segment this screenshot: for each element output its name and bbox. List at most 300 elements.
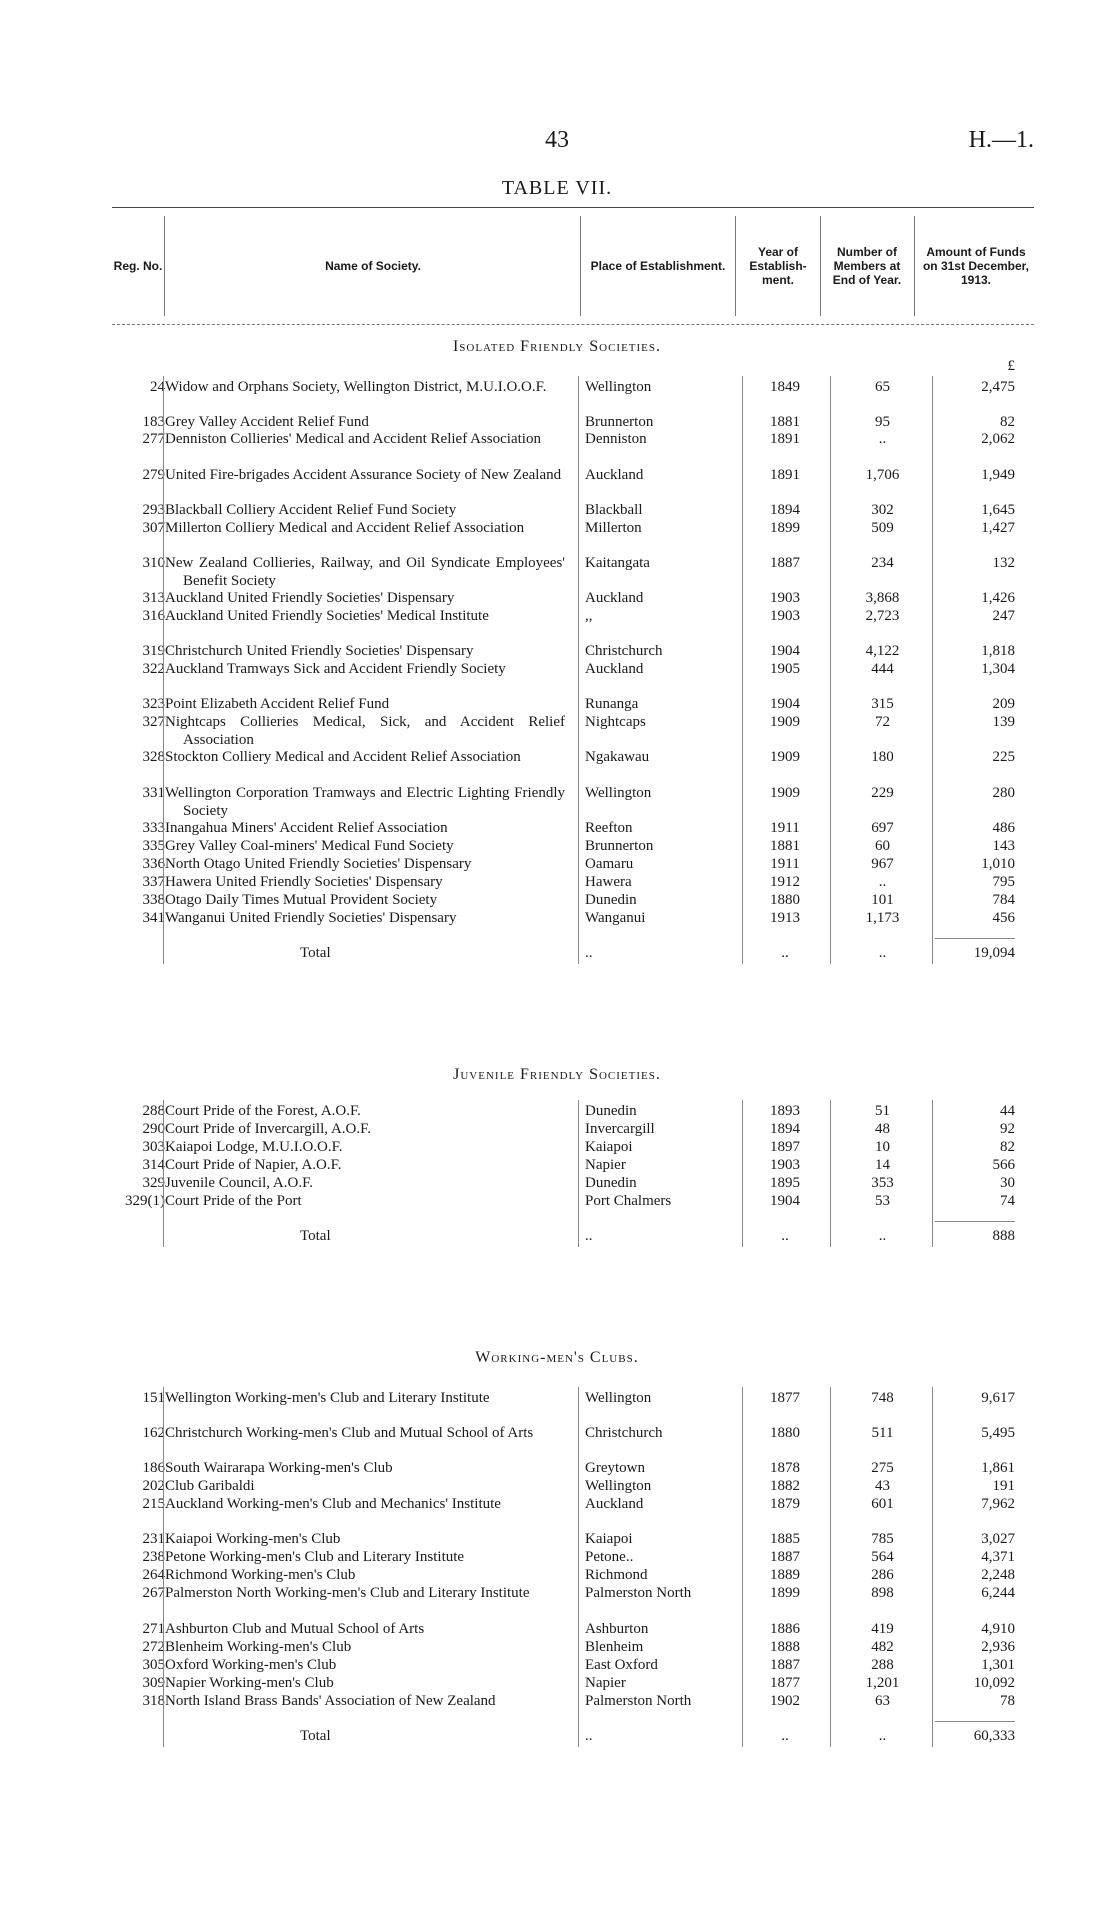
society-name — [165, 1584, 565, 1602]
member-count: 302 — [871, 502, 894, 518]
funds-amount: 2,936 — [981, 1639, 1015, 1655]
reg-number: 314 — [142, 1157, 165, 1173]
year-established: 1904 — [770, 643, 800, 659]
section-title: Juvenile Friendly Societies. — [453, 1066, 661, 1083]
reg-number: 215 — [142, 1496, 165, 1512]
society-name-text: Stockton Colliery Medical and Accident Relief Association — [165, 749, 521, 765]
society-name — [165, 819, 565, 837]
funds-amount: 139 — [992, 714, 1015, 730]
place-of-establishment: Kaitangata — [585, 555, 650, 571]
funds-amount: 209 — [992, 696, 1015, 712]
year-established: 1909 — [770, 714, 800, 730]
place-of-establishment: Blackball — [585, 502, 643, 518]
society-name — [165, 1495, 565, 1513]
society-name — [165, 1548, 565, 1566]
reg-number: 338 — [142, 892, 165, 908]
member-count: 419 — [871, 1621, 894, 1637]
society-name — [165, 589, 565, 607]
society-name — [165, 1530, 565, 1548]
society-name-text: Court Pride of Invercargill, A.O.F. — [165, 1121, 371, 1137]
place-of-establishment: Ashburton — [585, 1621, 649, 1637]
member-count: 3,868 — [865, 590, 900, 606]
reg-number: 313 — [142, 590, 165, 606]
place-of-establishment: Invercargill — [585, 1121, 655, 1137]
place-of-establishment: Dunedin — [585, 1175, 637, 1191]
funds-amount: 784 — [992, 892, 1015, 908]
society-name — [165, 695, 565, 713]
funds-amount: 1,949 — [981, 467, 1015, 483]
society-name-text: Court Pride of the Forest, A.O.F. — [165, 1103, 361, 1119]
column-divider — [735, 216, 736, 316]
reg-number: 151 — [142, 1390, 165, 1406]
col-reg-no: Reg. No. — [113, 259, 163, 273]
total-place: .. — [585, 1728, 593, 1744]
society-name-text: North Island Brass Bands' Association of New Zealand — [165, 1693, 496, 1709]
society-name — [165, 466, 565, 484]
reg-number: 271 — [142, 1621, 165, 1637]
society-name — [165, 1424, 565, 1442]
society-name — [165, 660, 565, 678]
year-established: 1905 — [770, 661, 800, 677]
column-rule — [932, 1100, 933, 1247]
reg-number: 318 — [142, 1693, 165, 1709]
member-count: 785 — [871, 1531, 894, 1547]
society-name — [165, 1620, 565, 1638]
reg-number: 183 — [142, 414, 165, 430]
year-established: 1911 — [770, 820, 800, 836]
funds-amount: 2,475 — [981, 379, 1015, 395]
member-count: 180 — [871, 749, 894, 765]
total-members: .. — [878, 1728, 887, 1744]
funds-amount: 5,495 — [981, 1425, 1015, 1441]
funds-amount: 82 — [1000, 414, 1015, 430]
member-count: 509 — [871, 520, 894, 536]
funds-amount: 2,062 — [981, 431, 1015, 447]
funds-amount: 1,427 — [981, 520, 1015, 536]
funds-amount: 6,244 — [981, 1585, 1015, 1601]
year-established: 1909 — [770, 749, 800, 765]
section-title: Working-men's Clubs. — [475, 1349, 639, 1366]
year-established: 1894 — [770, 1121, 800, 1137]
place-of-establishment: Auckland — [585, 467, 644, 483]
society-name-text: Christchurch Working-men's Club and Mutual School of Arts — [165, 1425, 534, 1441]
society-name-text: Auckland Tramways Sick and Accident Friendly Society — [165, 661, 506, 677]
member-count: 10 — [875, 1139, 890, 1155]
society-name-text: Wanganui United Friendly Societies' Dispensary — [165, 910, 457, 926]
reg-number: 309 — [142, 1675, 165, 1691]
place-of-establishment: Reefton — [585, 820, 633, 836]
society-name — [165, 1156, 565, 1174]
member-count: 48 — [875, 1121, 890, 1137]
member-count: 63 — [875, 1693, 890, 1709]
member-count: 564 — [871, 1549, 894, 1565]
reg-number: 335 — [142, 838, 165, 854]
member-count: 65 — [875, 379, 890, 395]
member-count: 275 — [871, 1460, 894, 1476]
place-of-establishment: Ngakawau — [585, 749, 650, 765]
year-established: 1879 — [770, 1496, 800, 1512]
member-count: 1,201 — [865, 1675, 900, 1691]
society-name-text: Otago Daily Times Mutual Provident Society — [165, 892, 438, 908]
reg-number: 264 — [142, 1567, 165, 1583]
society-name — [165, 1102, 565, 1120]
total-year: .. — [781, 945, 789, 961]
member-count: 234 — [871, 555, 894, 571]
reg-number: 202 — [142, 1478, 165, 1494]
member-count: 1,173 — [865, 910, 900, 926]
funds-amount: 486 — [992, 820, 1015, 836]
society-name — [165, 554, 565, 590]
place-of-establishment: Napier — [585, 1675, 626, 1691]
funds-amount: 247 — [992, 608, 1015, 624]
society-name — [165, 1120, 565, 1138]
reg-number: 322 — [142, 661, 165, 677]
total-label: Total — [300, 1228, 331, 1244]
place-of-establishment: Wanganui — [585, 910, 646, 926]
place-of-establishment: Kaiapoi — [585, 1139, 633, 1155]
place-of-establishment: Oamaru — [585, 856, 634, 872]
society-name — [165, 837, 565, 855]
place-of-establishment: Millerton — [585, 520, 642, 536]
year-established: 1889 — [770, 1567, 800, 1583]
reg-number: 231 — [142, 1531, 165, 1547]
year-established: 1899 — [770, 520, 800, 536]
member-count: 51 — [875, 1103, 890, 1119]
funds-amount: 143 — [992, 838, 1015, 854]
society-name — [165, 713, 565, 749]
year-established: 1891 — [770, 467, 800, 483]
funds-amount: 7,962 — [981, 1496, 1015, 1512]
column-rule — [742, 376, 743, 964]
funds-amount: 225 — [992, 749, 1015, 765]
year-established: 1881 — [770, 838, 800, 854]
reg-number: 279 — [142, 467, 165, 483]
funds-amount: 1,645 — [981, 502, 1015, 518]
column-rule — [578, 376, 579, 964]
reg-number: 329(1) — [125, 1193, 165, 1209]
reg-number: 24 — [150, 379, 165, 395]
place-of-establishment: Wellington — [585, 1390, 652, 1406]
year-established: 1894 — [770, 502, 800, 518]
total-place: .. — [585, 1228, 593, 1244]
society-name-text: Inangahua Miners' Accident Relief Association — [165, 820, 448, 836]
funds-amount: 4,910 — [981, 1621, 1015, 1637]
society-name — [165, 501, 565, 519]
year-established: 1913 — [770, 910, 800, 926]
year-established: 1878 — [770, 1460, 800, 1476]
year-established: 1904 — [770, 696, 800, 712]
year-established: 1902 — [770, 1693, 800, 1709]
society-name — [165, 909, 565, 927]
place-of-establishment: Dunedin — [585, 892, 637, 908]
member-count: 4,122 — [865, 643, 900, 659]
society-name — [165, 748, 565, 766]
member-count: 101 — [871, 892, 894, 908]
place-of-establishment: Dunedin — [585, 1103, 637, 1119]
place-of-establishment: Denniston — [585, 431, 647, 447]
year-established: 1887 — [770, 1657, 800, 1673]
year-established: 1887 — [770, 1549, 800, 1565]
reg-number: 186 — [142, 1460, 165, 1476]
funds-amount: 9,617 — [981, 1390, 1015, 1406]
funds-amount: 132 — [992, 555, 1015, 571]
total-members: .. — [878, 945, 887, 961]
society-name-text: Auckland Working-men's Club and Mechanics' Institute — [165, 1496, 501, 1512]
society-name-text: Wellington Corporation Tramways and Electric Lighting Friendly Society — [165, 785, 565, 819]
society-name — [165, 1674, 565, 1692]
total-year: .. — [781, 1228, 789, 1244]
column-rule — [830, 1387, 831, 1747]
society-name-text: Auckland United Friendly Societies' Medical Institute — [165, 608, 489, 624]
funds-amount: 280 — [992, 785, 1015, 801]
col-year: Year of Establish-ment. — [749, 245, 807, 287]
year-established: 1880 — [770, 892, 800, 908]
year-established: 1911 — [770, 856, 800, 872]
place-of-establishment: Port Chalmers — [585, 1193, 672, 1209]
funds-amount: 1,818 — [981, 643, 1015, 659]
total-funds: 888 — [992, 1228, 1015, 1244]
year-established: 1899 — [770, 1585, 800, 1601]
column-rule — [578, 1387, 579, 1747]
member-count: 14 — [875, 1157, 890, 1173]
society-name-text: Grey Valley Coal-miners' Medical Fund Society — [165, 838, 454, 854]
member-count: 898 — [871, 1585, 894, 1601]
column-divider — [820, 216, 821, 316]
reg-number: 337 — [142, 874, 165, 890]
reg-number: 267 — [142, 1585, 165, 1601]
society-name — [165, 1566, 565, 1584]
society-name — [165, 378, 565, 396]
society-name — [165, 1459, 565, 1477]
society-name — [165, 1656, 565, 1674]
funds-amount: 44 — [1000, 1103, 1015, 1119]
society-name — [165, 642, 565, 660]
year-established: 1877 — [770, 1675, 800, 1691]
society-name-text: Christchurch United Friendly Societies' Dispensary — [165, 643, 474, 659]
member-count: 286 — [871, 1567, 894, 1583]
society-name-text: Petone Working-men's Club and Literary Institute — [165, 1549, 465, 1565]
reg-number: 272 — [142, 1639, 165, 1655]
society-name-text: Grey Valley Accident Relief Fund — [165, 414, 369, 430]
reg-number: 336 — [142, 856, 165, 872]
society-name — [165, 1638, 565, 1656]
year-established: 1877 — [770, 1390, 800, 1406]
place-of-establishment: Richmond — [585, 1567, 648, 1583]
place-of-establishment: Greytown — [585, 1460, 645, 1476]
year-established: 1904 — [770, 1193, 800, 1209]
year-established: 1882 — [770, 1478, 800, 1494]
col-members: Number of Members at End of Year. — [832, 245, 902, 287]
funds-amount: 566 — [992, 1157, 1015, 1173]
society-name — [165, 430, 565, 448]
society-name-text: Point Elizabeth Accident Relief Fund — [165, 696, 390, 712]
member-count: 53 — [875, 1193, 890, 1209]
place-of-establishment: Palmerston North — [585, 1693, 692, 1709]
society-name-text: Auckland United Friendly Societies' Dispensary — [165, 590, 455, 606]
society-name-text: Napier Working-men's Club — [165, 1675, 334, 1691]
column-rule — [163, 1100, 164, 1247]
place-of-establishment: Wellington — [585, 785, 652, 801]
table-title: TABLE VII. — [501, 177, 613, 199]
funds-amount: 74 — [1000, 1193, 1015, 1209]
place-of-establishment: Wellington — [585, 379, 652, 395]
column-divider — [164, 216, 165, 316]
reg-number: 333 — [142, 820, 165, 836]
section-title: Isolated Friendly Societies. — [452, 338, 662, 355]
place-of-establishment: Petone.. — [585, 1549, 634, 1565]
total-label: Total — [300, 945, 331, 961]
reg-number: 288 — [142, 1103, 165, 1119]
place-of-establishment: Kaiapoi — [585, 1531, 633, 1547]
society-name-text: Wellington Working-men's Club and Literary Institute — [165, 1390, 490, 1406]
place-of-establishment: Wellington — [585, 1478, 652, 1494]
total-funds: 60,333 — [973, 1728, 1015, 1744]
column-rule — [742, 1100, 743, 1247]
reg-number: 328 — [142, 749, 165, 765]
funds-amount: 1,010 — [981, 856, 1015, 872]
total-rule — [935, 1221, 1015, 1222]
society-name-text: Oxford Working-men's Club — [165, 1657, 337, 1673]
society-name-text: Denniston Collieries' Medical and Accident Relief Association — [165, 431, 541, 447]
reg-number: 316 — [142, 608, 165, 624]
column-rule — [932, 376, 933, 964]
place-of-establishment: Christchurch — [585, 643, 663, 659]
member-count: 288 — [871, 1657, 894, 1673]
member-count: .. — [878, 431, 887, 447]
year-established: 1888 — [770, 1639, 800, 1655]
society-name-text: Blackball Colliery Accident Relief Fund Society — [165, 502, 457, 518]
year-established: 1912 — [770, 874, 800, 890]
reg-number: 341 — [142, 910, 165, 926]
society-name — [165, 1138, 565, 1156]
society-name-text: Juvenile Council, A.O.F. — [165, 1175, 313, 1191]
reg-number: 327 — [142, 714, 165, 730]
member-count: 43 — [875, 1478, 890, 1494]
col-funds: Amount of Funds on 31st December, 1913. — [922, 245, 1030, 287]
place-of-establishment: Auckland — [585, 590, 644, 606]
year-established: 1881 — [770, 414, 800, 430]
year-established: 1893 — [770, 1103, 800, 1119]
funds-amount: 456 — [992, 910, 1015, 926]
member-count: 1,706 — [865, 467, 900, 483]
society-name — [165, 413, 565, 431]
society-name — [165, 891, 565, 909]
year-established: 1886 — [770, 1621, 800, 1637]
column-divider — [914, 216, 915, 316]
society-name-text: North Otago United Friendly Societies' Dispensary — [165, 856, 472, 872]
funds-amount: 191 — [992, 1478, 1015, 1494]
place-of-establishment: Auckland — [585, 661, 644, 677]
funds-amount: 4,371 — [981, 1549, 1015, 1565]
society-name — [165, 1477, 565, 1495]
place-of-establishment: ,, — [585, 608, 593, 624]
column-rule — [578, 1100, 579, 1247]
society-name — [165, 1174, 565, 1192]
society-name — [165, 607, 565, 625]
table-header — [112, 207, 1034, 325]
society-name-text: New Zealand Collieries, Railway, and Oil Syndicate Employees' Benefit Society — [165, 555, 565, 589]
total-label: Total — [300, 1728, 331, 1744]
place-of-establishment: Hawera — [585, 874, 632, 890]
reg-number: 307 — [142, 520, 165, 536]
column-rule — [163, 1387, 164, 1747]
col-name: Name of Society. — [325, 259, 421, 273]
year-established: 1903 — [770, 1157, 800, 1173]
place-of-establishment: Auckland — [585, 1496, 644, 1512]
currency-symbol: £ — [1007, 358, 1015, 374]
column-divider — [580, 216, 581, 316]
member-count: 444 — [871, 661, 894, 677]
society-name — [165, 1389, 565, 1407]
society-name — [165, 873, 565, 891]
year-established: 1895 — [770, 1175, 800, 1191]
reg-number: 290 — [142, 1121, 165, 1137]
society-name-text: Ashburton Club and Mutual School of Arts — [165, 1621, 425, 1637]
member-count: 482 — [871, 1639, 894, 1655]
funds-amount: 3,027 — [981, 1531, 1015, 1547]
reg-number: 331 — [142, 785, 165, 801]
column-rule — [163, 376, 164, 964]
funds-amount: 1,426 — [981, 590, 1015, 606]
column-rule — [742, 1387, 743, 1747]
place-of-establishment: Nightcaps — [585, 714, 646, 730]
funds-amount: 1,304 — [981, 661, 1015, 677]
place-of-establishment: Napier — [585, 1157, 626, 1173]
year-established: 1903 — [770, 590, 800, 606]
reg-number: 310 — [142, 555, 165, 571]
society-name-text: United Fire-brigades Accident Assurance Society of New Zealand — [165, 467, 562, 483]
member-count: 748 — [871, 1390, 894, 1406]
reg-number: 303 — [142, 1139, 165, 1155]
page-reference: H.—1. — [968, 127, 1034, 153]
year-established: 1880 — [770, 1425, 800, 1441]
funds-amount: 82 — [1000, 1139, 1015, 1155]
funds-amount: 30 — [1000, 1175, 1015, 1191]
year-established: 1849 — [770, 379, 800, 395]
funds-amount: 1,301 — [981, 1657, 1015, 1673]
place-of-establishment: Brunnerton — [585, 838, 654, 854]
member-count: 601 — [871, 1496, 894, 1512]
society-name-text: Club Garibaldi — [165, 1478, 255, 1494]
total-place: .. — [585, 945, 593, 961]
total-members: .. — [878, 1228, 887, 1244]
reg-number: 319 — [142, 643, 165, 659]
year-established: 1903 — [770, 608, 800, 624]
place-of-establishment: East Oxford — [585, 1657, 658, 1673]
society-name-text: South Wairarapa Working-men's Club — [165, 1460, 393, 1476]
member-count: .. — [878, 874, 887, 890]
total-year: .. — [781, 1728, 789, 1744]
funds-amount: 1,861 — [981, 1460, 1015, 1476]
member-count: 315 — [871, 696, 894, 712]
member-count: 2,723 — [865, 608, 900, 624]
year-established: 1891 — [770, 431, 800, 447]
column-rule — [830, 1100, 831, 1247]
funds-amount: 2,248 — [981, 1567, 1015, 1583]
place-of-establishment: Brunnerton — [585, 414, 654, 430]
society-name-text: Kaiapoi Lodge, M.U.I.O.O.F. — [165, 1139, 343, 1155]
society-name-text: Court Pride of Napier, A.O.F. — [165, 1157, 342, 1173]
total-rule — [935, 938, 1015, 939]
year-established: 1885 — [770, 1531, 800, 1547]
place-of-establishment: Runanga — [585, 696, 639, 712]
year-established: 1909 — [770, 785, 800, 801]
society-name — [165, 519, 565, 537]
total-funds: 19,094 — [973, 945, 1015, 961]
page-number: 43 — [545, 127, 569, 153]
total-rule — [935, 1721, 1015, 1722]
member-count: 95 — [875, 414, 890, 430]
